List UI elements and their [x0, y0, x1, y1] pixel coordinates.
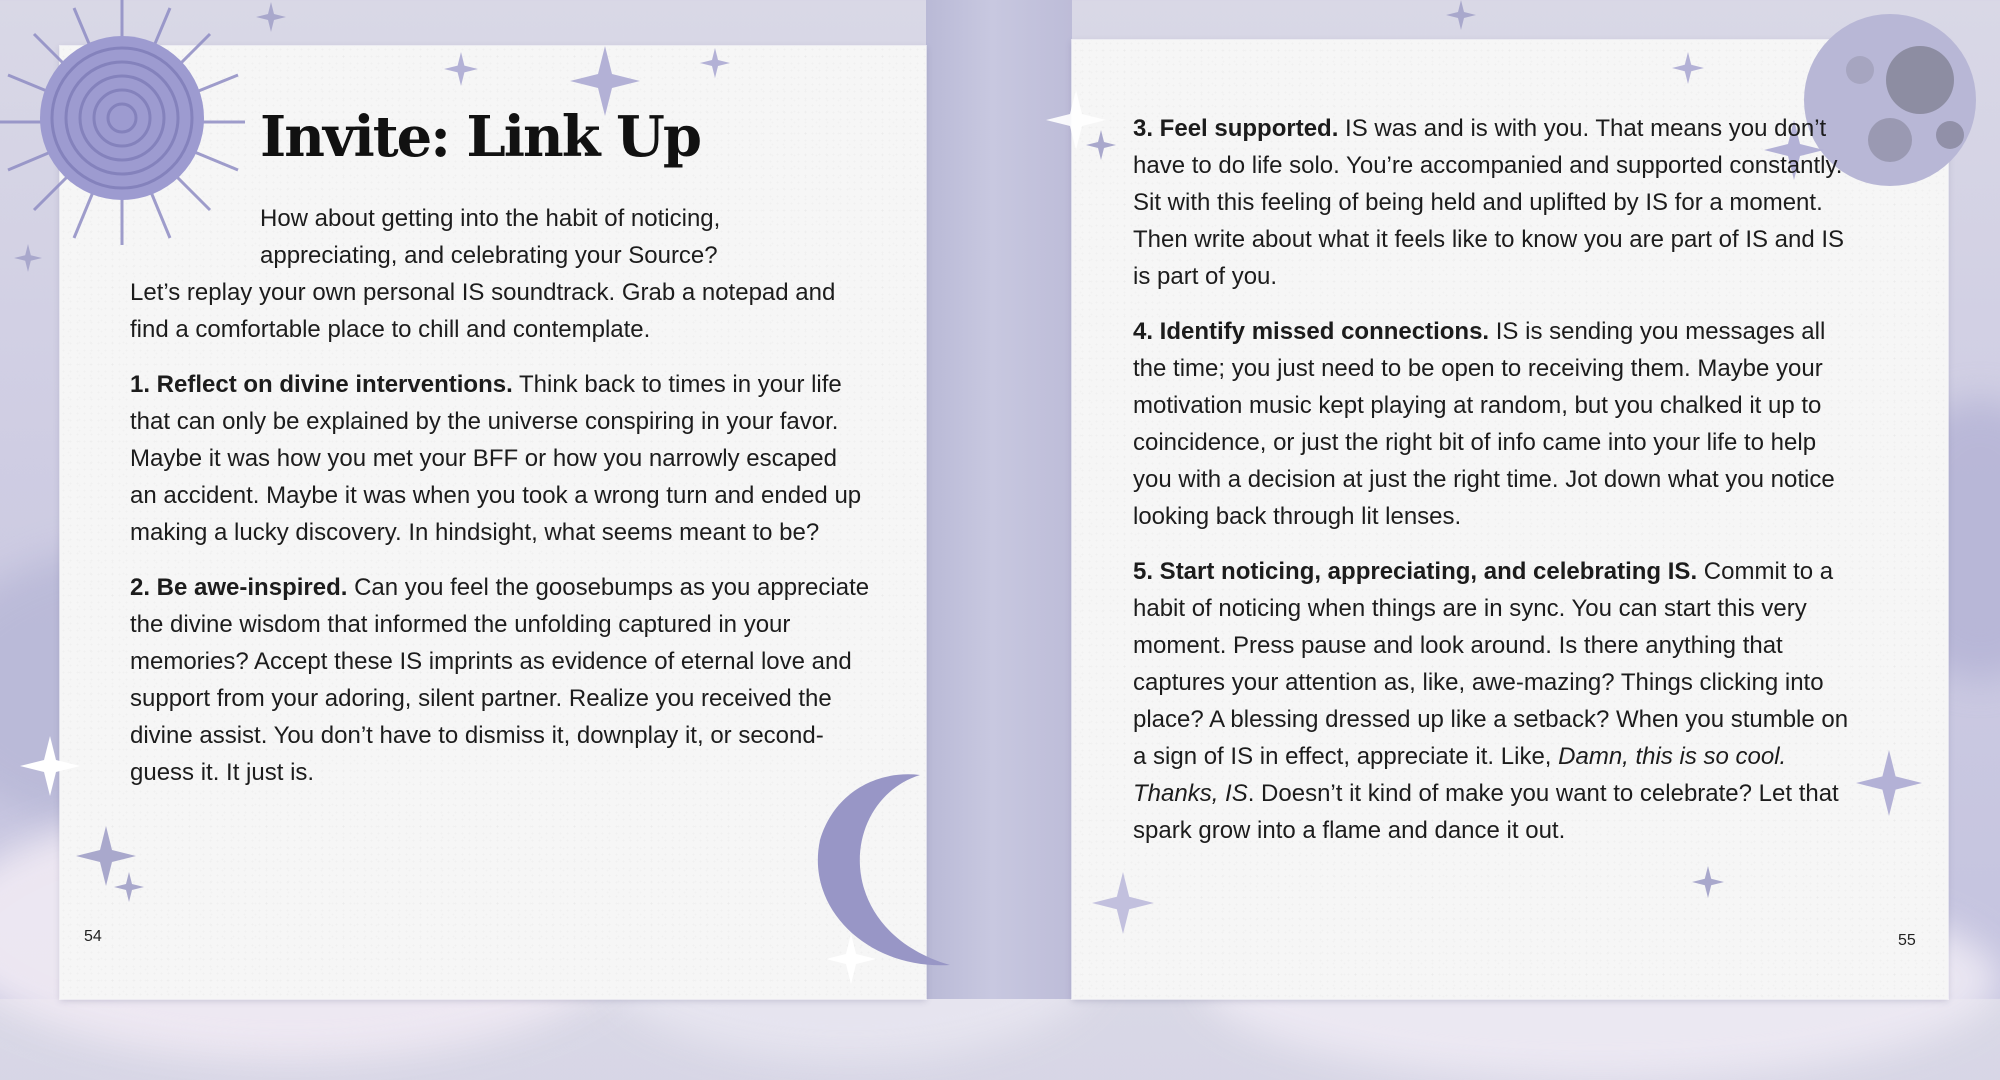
sun-icon — [0, 0, 250, 250]
sparkle-star-icon — [14, 244, 42, 272]
sparkle-star-icon — [1672, 52, 1704, 84]
sparkle-star-icon — [114, 872, 144, 902]
sparkle-star-icon — [1086, 130, 1116, 160]
item-body: . Doesn’t it kind of make you want to celebrate? Let that spark grow into a flame and dance it out. — [1133, 780, 1839, 844]
item-heading: 2. Be awe-inspired. — [130, 574, 348, 601]
sparkle-star-icon — [1092, 872, 1154, 934]
sparkle-star-icon — [700, 48, 730, 78]
item-heading: 1. Reflect on divine interventions. — [130, 371, 513, 398]
sparkle-star-icon — [826, 934, 876, 984]
list-item — [130, 366, 870, 551]
item-body: Commit to a habit of noticing when things are in sync. You can start this very moment. Press pause and look around. Is there anything that captures your attention as, like, awe-mazing? Things clicking into place? A blessing dressed up like a setback? When you stumble on a sign of IS in effect, appreciate it. Like, — [1133, 558, 1849, 770]
intro-paragraph: Let’s replay your own personal IS soundtrack. Grab a notepad and find a comfortable place to chill and contemplate. — [130, 279, 836, 343]
sparkle-star-icon — [20, 736, 80, 796]
list-item — [130, 569, 870, 791]
item-heading: 4. Identify missed connections. — [1133, 318, 1490, 345]
sparkle-star-icon — [256, 2, 286, 32]
item-body: Think back to times in your life that can only be explained by the universe conspiring in your favor. Maybe it was how you met your BFF or how you narrowly escaped an accident. Maybe it was when you took a wrong turn and ended up making a lucky discovery. In hindsight, what seems meant to be? — [130, 371, 862, 546]
intro-line: appreciating, and celebrating your Source? — [260, 242, 718, 269]
sparkle-star-icon — [444, 52, 478, 86]
list-item — [1133, 110, 1853, 295]
sparkle-star-icon — [1446, 0, 1476, 30]
intro-line: How about getting into the habit of noticing, — [260, 205, 721, 232]
page-title: Invite: Link Up — [260, 104, 701, 170]
page-number-left: 54 — [84, 928, 102, 945]
item-body: IS was and is with you. That means you don’t have to do life solo. You’re accompanied and supported constantly. Sit with this feeling of being held and uplifted by IS for a moment. Then write about what it feels like to know you are part of IS and IS is part of you. — [1133, 115, 1845, 290]
right-page-body — [1133, 110, 1853, 867]
item-body: Can you feel the goosebumps as you appreciate the divine wisdom that informed the unfolding captured in your memories? Accept these IS imprints as evidence of eternal love and support from your adoring, silent partner. Realize you received the divine assist. You don’t have to dismiss it, downplay it, or second-guess it. It just is. — [130, 574, 870, 786]
item-italic: Damn, this is so cool. Thanks, IS — [1133, 743, 1787, 807]
item-heading: 3. Feel supported. — [1133, 115, 1339, 142]
intro-indented — [260, 200, 820, 274]
sparkle-star-icon — [1692, 866, 1724, 898]
list-item — [1133, 313, 1853, 535]
sparkle-star-icon — [1856, 750, 1922, 816]
left-page-body — [130, 274, 870, 809]
page-number-right: 55 — [1898, 932, 1916, 949]
item-body: IS is sending you messages all the time; you just need to be open to receiving them. Maybe your motivation music kept playing at random, but you chalked it up to coincidence, or just the right bit of info came into your life to help you with a decision at just the right time. Jot down what you notice looking back through lit lenses. — [1133, 318, 1835, 530]
item-heading: 5. Start noticing, appreciating, and celebrating IS. — [1133, 558, 1698, 585]
list-item — [1133, 553, 1853, 849]
